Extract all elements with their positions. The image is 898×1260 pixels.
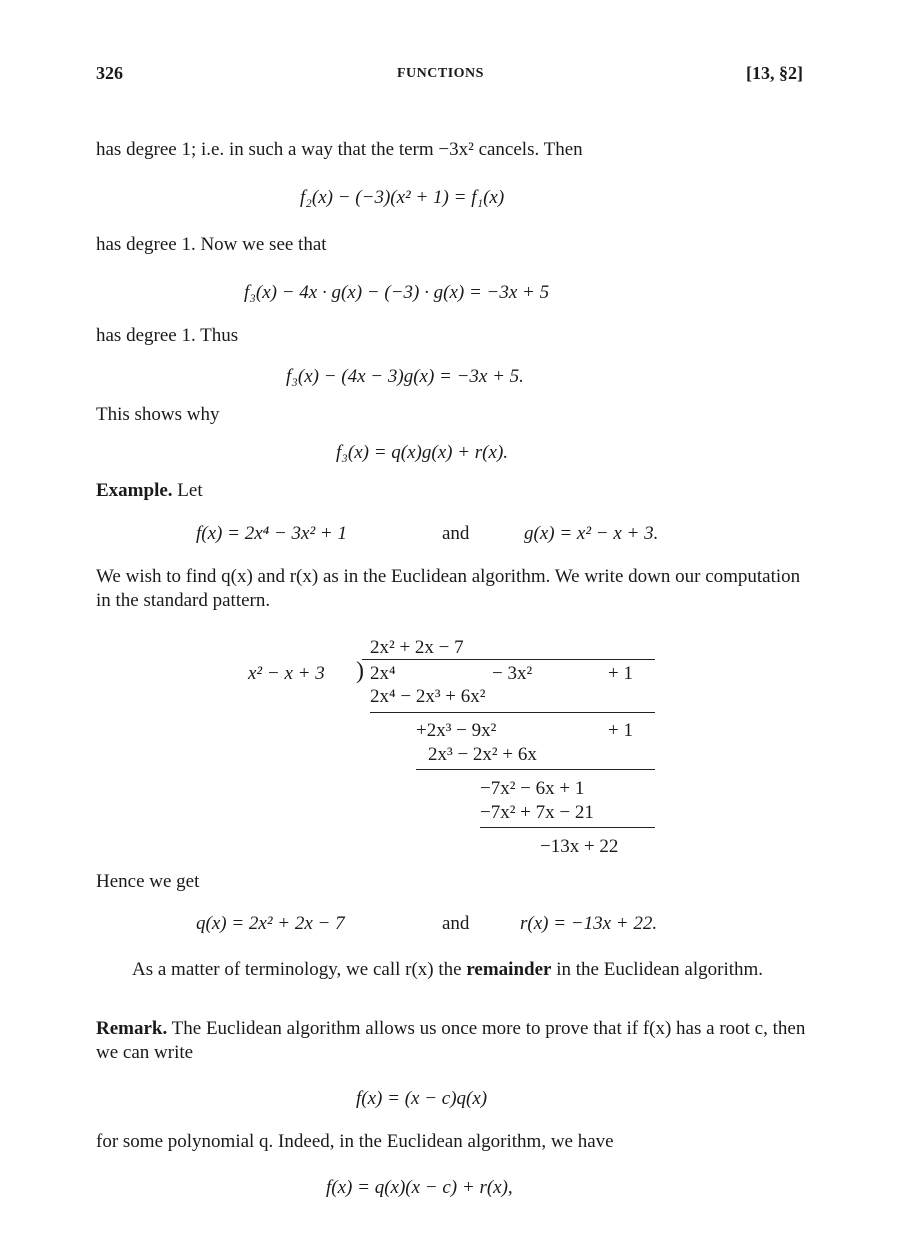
equation-6-right: r(x) = −13x + 22. (520, 913, 658, 934)
equation-2: f₃(x) − 4x · g(x) − (−3) · g(x) = −3x + 5 (244, 282, 550, 303)
ld-row-2: 2x⁴ − 2x³ + 6x² (370, 686, 486, 707)
ld-quotient: 2x² + 2x − 7 (370, 637, 464, 658)
running-title: FUNCTIONS (397, 66, 484, 81)
ld-rule-1 (370, 712, 655, 713)
terminology-post: in the Euclidean algorithm. (551, 959, 764, 980)
ld-row-1-a: 2x⁴ (370, 663, 396, 684)
page-number: 326 (96, 63, 123, 83)
ld-divisor: x² − x + 3 (248, 663, 325, 684)
equation-8: f(x) = q(x)(x − c) + r(x), (326, 1177, 513, 1198)
remark-label: Remark. (96, 1018, 168, 1039)
paragraph-terminology (96, 958, 806, 982)
ld-rule-3 (480, 827, 655, 828)
ld-row-1-c: + 1 (608, 663, 633, 684)
equation-5-left: f(x) = 2x⁴ − 3x² + 1 (196, 523, 347, 544)
ld-row-3-a: +2x³ − 9x² (416, 720, 497, 741)
terminology-pre: As a matter of terminology, we call r(x) the (132, 959, 467, 980)
example-text: Let (177, 480, 203, 501)
section-reference: [13, §2] (746, 63, 803, 83)
paragraph-thus: has degree 1. Thus (96, 325, 239, 346)
terminology-remainder: remainder (466, 959, 552, 980)
ld-row-3-c: + 1 (608, 720, 633, 741)
example-paragraph (96, 479, 203, 503)
equation-5-right: g(x) = x² − x + 3. (524, 523, 659, 544)
remark-paragraph (96, 1017, 806, 1065)
equation-4: f₃(x) = q(x)g(x) + r(x). (336, 442, 509, 463)
ld-rule-2 (416, 769, 655, 770)
ld-division-bar (362, 659, 655, 660)
intro-line: has degree 1; i.e. in such a way that the term −3x² cancels. Then (96, 139, 583, 160)
ld-remainder: −13x + 22 (540, 836, 619, 857)
paragraph-degree-1: has degree 1. Now we see that (96, 234, 327, 255)
example-label: Example. (96, 480, 173, 501)
equation-7: f(x) = (x − c)q(x) (356, 1088, 488, 1109)
ld-row-5: −7x² − 6x + 1 (480, 778, 585, 799)
equation-5-and: and (442, 523, 470, 544)
equation-1: f₂(x) − (−3)(x² + 1) = f₁(x) (300, 187, 505, 208)
equation-6-left: q(x) = 2x² + 2x − 7 (196, 913, 345, 934)
equation-3: f₃(x) − (4x − 3)g(x) = −3x + 5. (286, 366, 524, 387)
ld-row-4: 2x³ − 2x² + 6x (428, 744, 537, 765)
paragraph-some-polynomial: for some polynomial q. Indeed, in the Euclidean algorithm, we have (96, 1131, 614, 1152)
ld-bracket: ) (356, 658, 364, 684)
paragraph-shows-why: This shows why (96, 404, 220, 425)
paragraph-hence: Hence we get (96, 871, 200, 892)
equation-6-and: and (442, 913, 470, 934)
paragraph-wish: We wish to find q(x) and r(x) as in the Euclidean algorithm. We write down our computation in the standard pattern. (96, 566, 801, 611)
ld-row-1-b: − 3x² (492, 663, 533, 684)
ld-row-6: −7x² + 7x − 21 (480, 802, 594, 823)
remark-text: The Euclidean algorithm allows us once more to prove that if f(x) has a root c, then we can write (96, 1018, 806, 1063)
